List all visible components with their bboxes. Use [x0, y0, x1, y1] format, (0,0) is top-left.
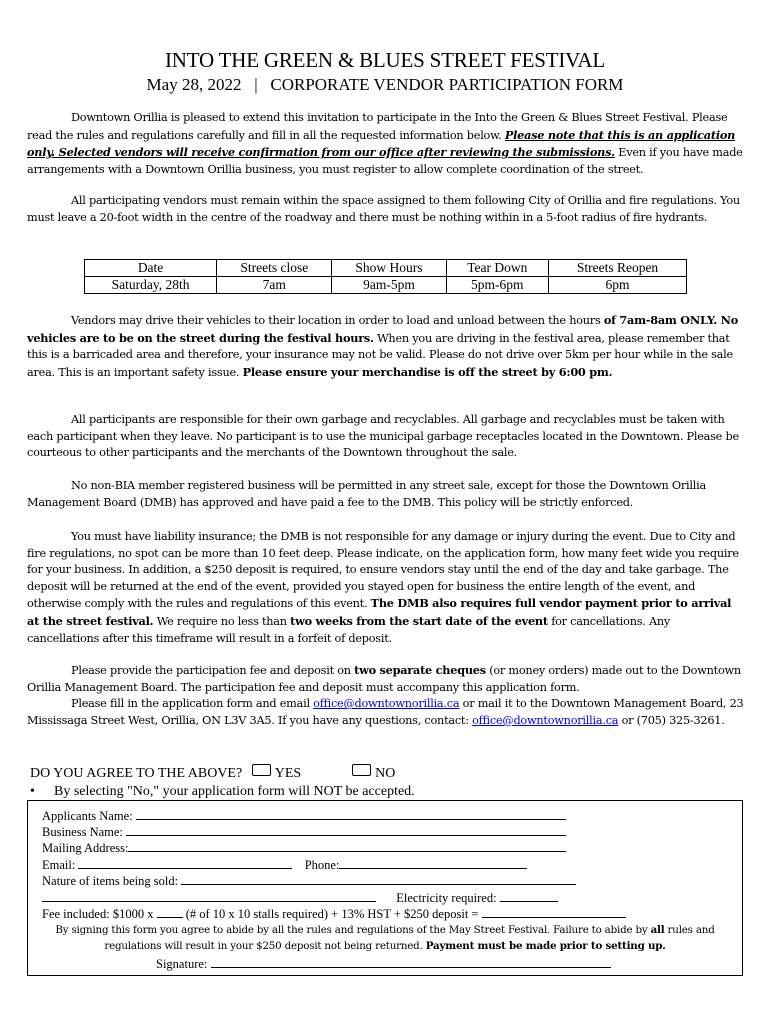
merchandise-deadline: Please ensure your merchandise is off the street by 6:00 pm. — [242, 364, 613, 379]
schedule-table — [84, 259, 687, 294]
mailing-label: Mailing Address: — [42, 841, 129, 855]
schedule-row — [85, 277, 687, 294]
payment-requirement: The DMB also requires full vendor payment prior to arrival at the street festival. — [27, 596, 732, 628]
electricity-field[interactable] — [500, 890, 558, 902]
intro-paragraph — [27, 110, 745, 178]
nature-field[interactable] — [181, 873, 576, 885]
electricity-label: Electricity required: — [396, 891, 497, 905]
phone-label: Phone: — [304, 858, 340, 872]
nature-label: Nature of items being sold: — [42, 874, 179, 888]
applicants-field[interactable] — [136, 808, 566, 820]
application-notice: Please note that this is an application only. Selected vendors will receive confirmation from our office after reviewing the submissions. — [27, 127, 736, 160]
bullet-note — [30, 784, 415, 800]
extra-line-field[interactable] — [42, 890, 376, 902]
payment-paragraph — [27, 662, 745, 729]
applicants-label: Applicants Name: — [42, 809, 133, 823]
bullet-text: By selecting "No," your application form will NOT be accepted. — [54, 784, 415, 799]
yes-checkbox[interactable] — [252, 764, 271, 776]
terms-text — [40, 922, 730, 954]
schedule-header-cell: Streets close — [217, 260, 332, 277]
application-form — [27, 800, 743, 976]
submit-text: Please fill in the application form and email — [71, 697, 314, 711]
insurance-paragraph — [27, 529, 745, 647]
mailing-row — [42, 840, 566, 856]
garbage-paragraph — [27, 412, 745, 462]
terms-text-a: By signing this form you agree to abide by all the rules and regulations of the May Street Festival. Failure to abide by — [55, 924, 651, 936]
fee-label: Fee included: $1000 x — [42, 907, 154, 921]
schedule-header-cell: Tear Down — [446, 260, 548, 277]
nature-row — [42, 873, 576, 889]
mailing-field[interactable] — [128, 840, 566, 852]
insurance-text: You must have liability insurance; the DMB is not responsible for any damage or injury during the event. Due to City and fire regulations, no spot can be more than 10 feet deep. Please indicate, on the application form, how many feet wide you require for your business. In addition, a $250 deposit is required, to ensure vendors stay until the end of the day and take garbage. The deposit will be returned at the end of the event, provided you stayed open for business the entire length of the event, and otherwise comply with the rules and regulations of this event. — [27, 530, 739, 611]
electricity-row — [42, 890, 558, 906]
agree-question-text: DO YOU AGREE TO THE ABOVE? — [30, 766, 243, 781]
payment-text: Please provide the participation fee and deposit on — [71, 664, 355, 677]
applicants-row — [42, 808, 566, 824]
schedule-header-cell: Streets Reopen — [549, 260, 687, 277]
business-field[interactable] — [126, 824, 566, 836]
vehicles-hours: of 7am-8am ONLY. No vehicles are to be on the street during the festival hours. — [27, 313, 739, 345]
page-subtitle: May 28, 2022 | CORPORATE VENDOR PARTICIPATION FORM — [146, 75, 624, 94]
email-label: Email: — [42, 858, 76, 872]
schedule-cell: 6pm — [549, 277, 687, 294]
intro-tail: Even if you have made arrangements with a Downtown Orillia business, you must register to allow complete coordination of the street. — [27, 146, 743, 176]
yes-label: YES — [274, 766, 302, 781]
schedule-cell: 9am-5pm — [332, 277, 446, 294]
phone-text: or (705) 325-3261. — [618, 713, 725, 727]
cancellation-window: two weeks from the start date of the event — [290, 613, 548, 628]
signature-label: Signature: — [156, 957, 208, 971]
fee-row — [42, 906, 626, 922]
schedule-cell: Saturday, 28th — [85, 277, 217, 294]
placement-paragraph — [27, 193, 745, 226]
contact-email-link[interactable]: office@downtownorillia.ca — [472, 713, 619, 727]
non-bia-paragraph — [27, 478, 745, 511]
address-text: or mail it to the Downtown Management Board, 23 Mississaga Street West, Orillia, ON L3V 3A5. If you have any questions, contact: — [27, 697, 744, 727]
vehicles-text: Vendors may drive their vehicles to their location in order to load and unload between the hours — [71, 314, 604, 327]
signature-field[interactable] — [211, 956, 611, 968]
office-email-link[interactable]: office@downtownorillia.ca — [313, 697, 460, 711]
payment-text-2: (or money orders) made out to the Downtown Orillia Management Board. The participation fee and deposit must accompany this application form. — [27, 664, 741, 694]
fee-formula: (# of 10 x 10 stalls required) + 13% HST + $250 deposit = — [185, 907, 479, 921]
intro-text: Downtown Orillia is pleased to extend this invitation to participate in the Into the Green & Blues Street Festival. Please read the rules and regulations carefully and fill in all the requested information below. — [27, 111, 728, 142]
terms-all: all — [650, 924, 665, 936]
email-phone-row — [42, 857, 527, 873]
bullet-icon: • — [30, 784, 35, 799]
terms-payment-note: Payment must be made prior to setting up. — [425, 940, 666, 952]
non-bia-text: No non-BIA member registered business will be permitted in any street sale, except for those the Downtown Orillia Management Board (DMB) has approved and have paid a fee to the DMB. This policy will be strictly enforced. — [27, 479, 706, 509]
business-label: Business Name: — [42, 825, 123, 839]
garbage-text: All participants are responsible for their own garbage and recyclables. All garbage and recyclables must be taken with each participant when they leave. No participant is to use the municipal garbage receptacles located in the Downtown. Please be courteous to other participants and the merchants of the Downtown throughout the sale. — [27, 413, 739, 460]
stall-count-field[interactable] — [157, 906, 183, 918]
schedule-cell: 5pm-6pm — [446, 277, 548, 294]
phone-field[interactable] — [339, 857, 527, 869]
terms-text-b: rules and regulations will result in your $250 deposit not being returned. — [104, 924, 715, 952]
signature-row — [156, 956, 611, 972]
vehicles-text-2: When you are driving in the festival area, please remember that this is a barricaded area and therefore, your insurance may not be valid. Please do not drive over 5km per hour while in the sale area. This is an important safety issue. — [27, 331, 733, 379]
insurance-text-2: We require no less than — [153, 614, 291, 628]
schedule-header-row — [85, 260, 687, 277]
no-checkbox[interactable] — [352, 764, 371, 776]
placement-text: All participating vendors must remain within the space assigned to them following City of Orillia and fire regulations. You must leave a 20-foot width in the centre of the roadway and there must be nothing within in a 5-foot radius of fire hydrants. — [27, 194, 740, 224]
page-title: INTO THE GREEN & BLUES STREET FESTIVAL — [164, 48, 606, 72]
business-row — [42, 824, 566, 840]
insurance-text-3: for cancellations. Any cancellations after this timeframe will result in a forfeit of deposit. — [27, 614, 671, 645]
schedule-cell: 7am — [217, 277, 332, 294]
schedule-header-cell: Date — [85, 260, 217, 277]
separate-cheques: two separate cheques — [354, 663, 486, 677]
agree-question — [30, 764, 395, 782]
schedule-header-cell: Show Hours — [332, 260, 446, 277]
vehicles-paragraph — [27, 312, 745, 381]
fee-total-field[interactable] — [482, 906, 626, 918]
no-label: NO — [375, 766, 396, 781]
email-field[interactable] — [78, 857, 292, 869]
